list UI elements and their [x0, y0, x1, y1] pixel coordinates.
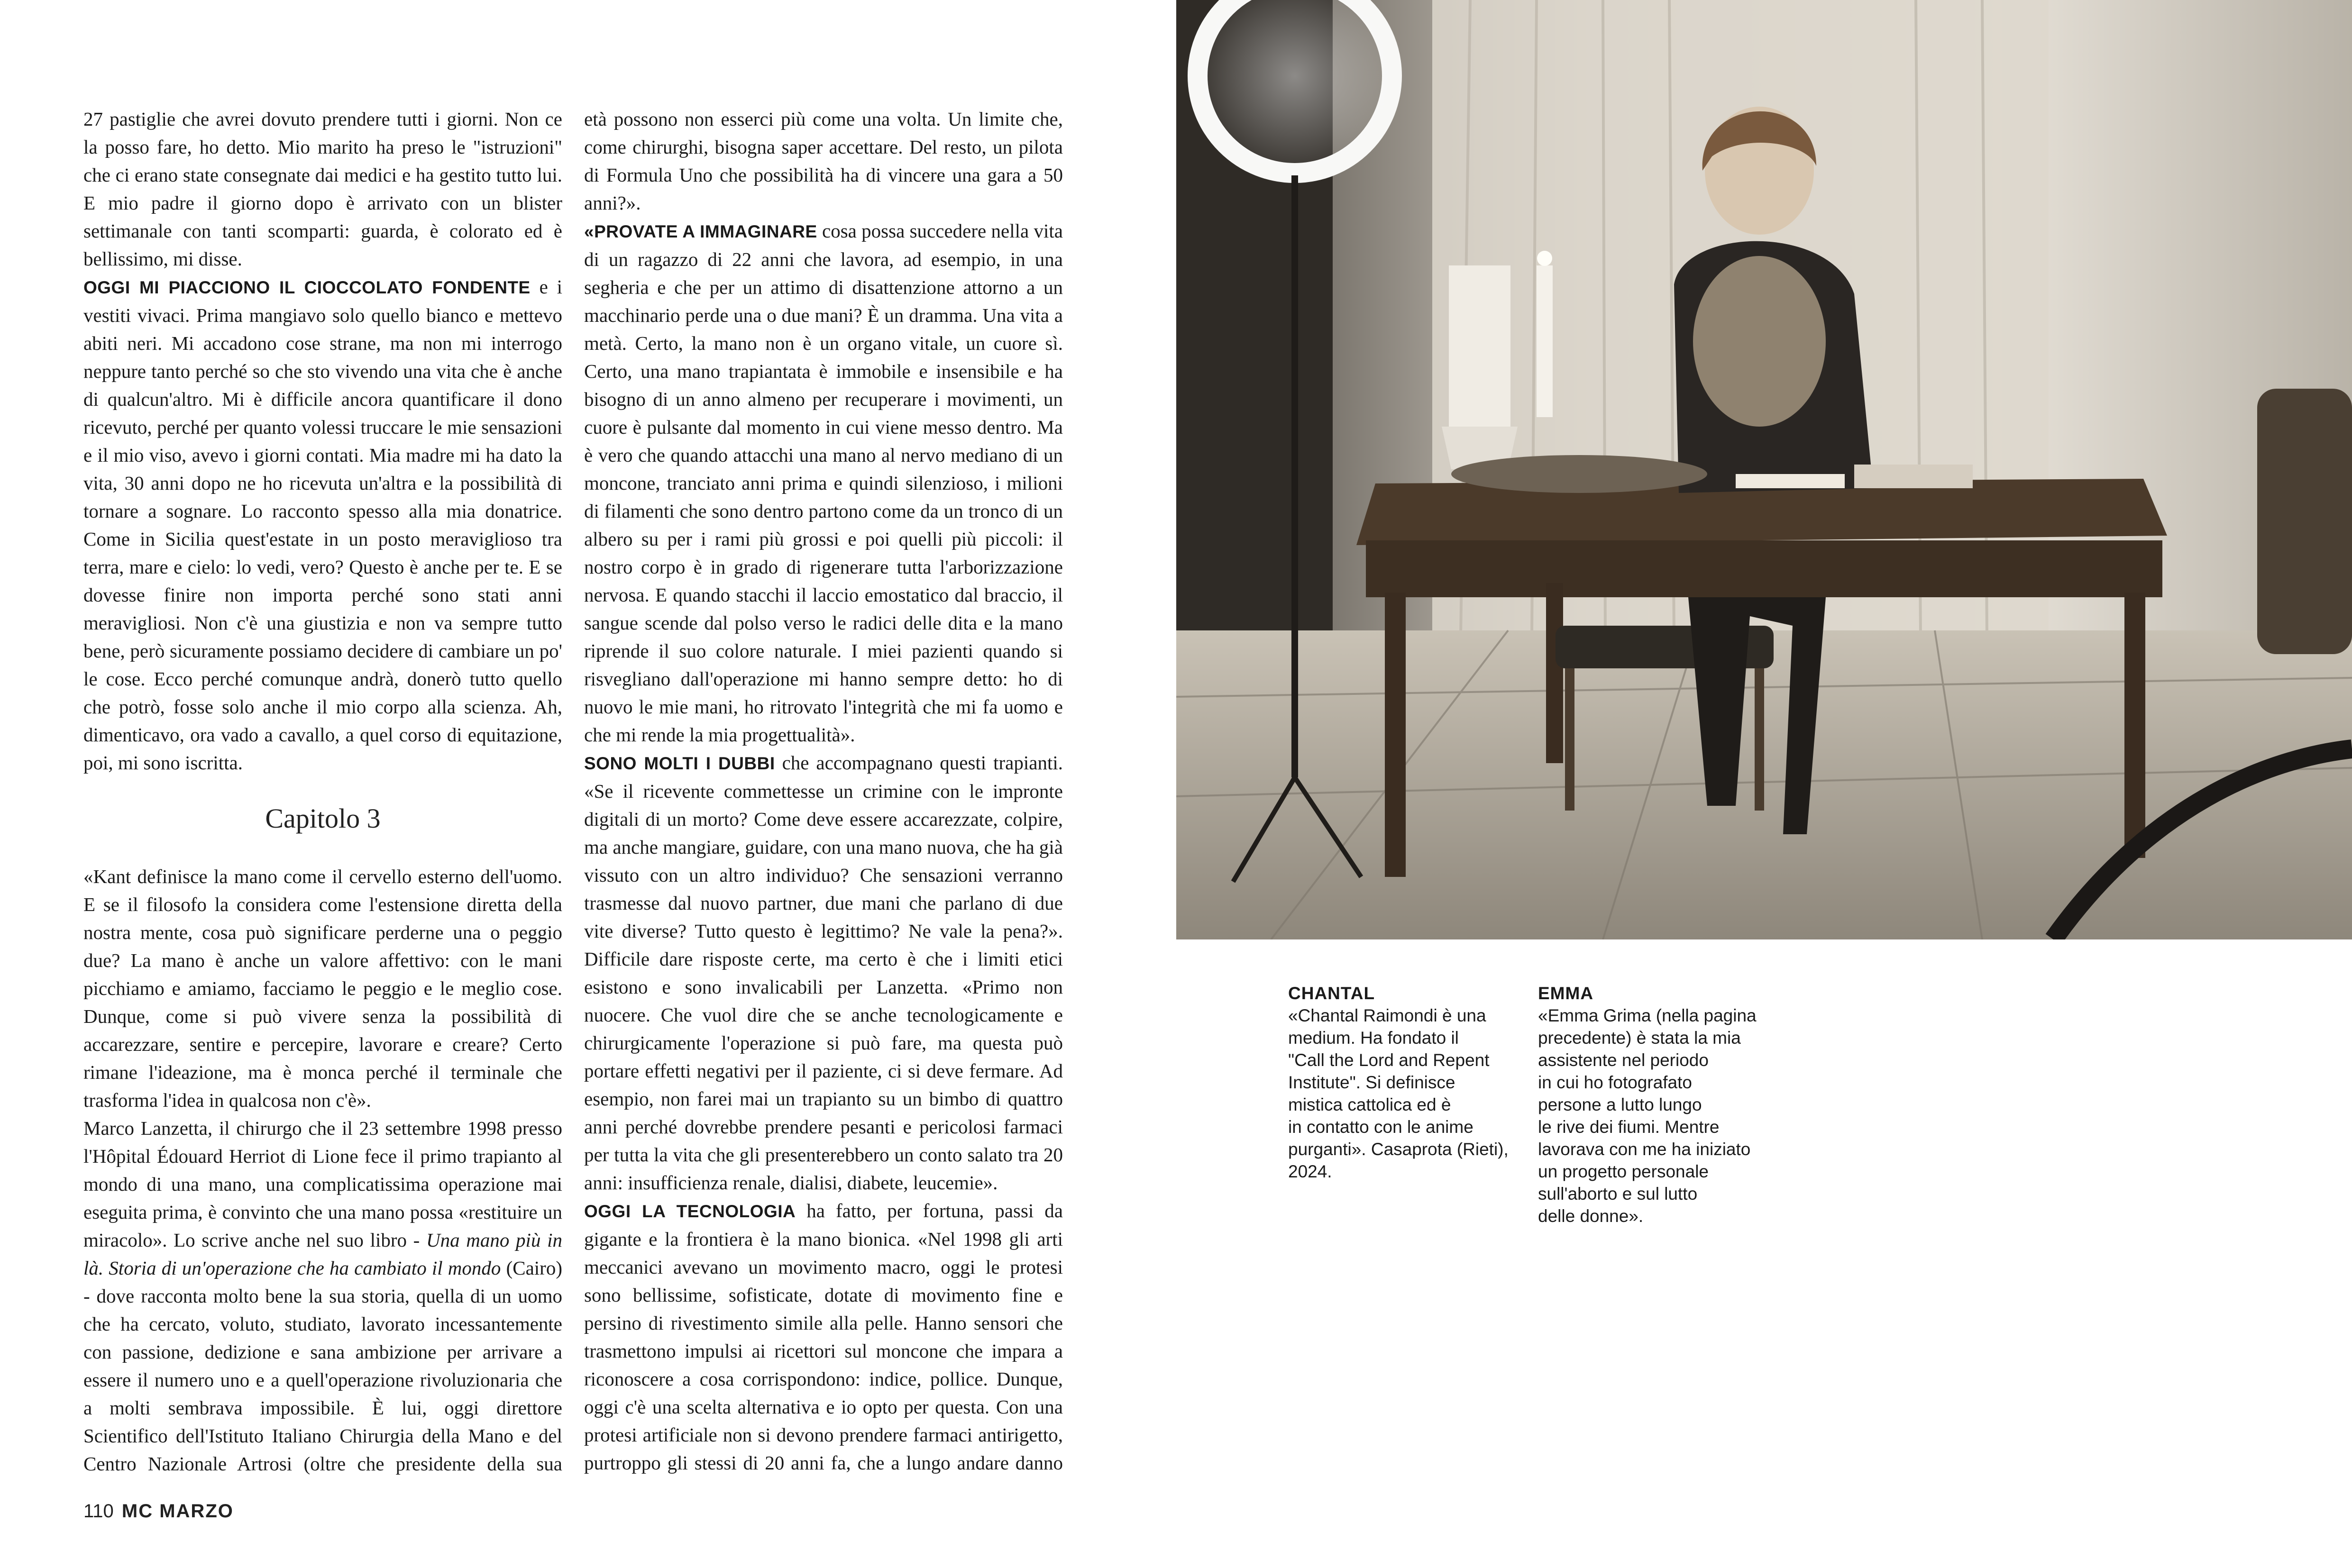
- table-leg: [1385, 593, 1406, 877]
- photo: [1176, 0, 2352, 939]
- caption-name: CHANTAL: [1288, 984, 1375, 1003]
- open-book: [1736, 474, 1845, 488]
- table-apron: [1366, 540, 2162, 597]
- paragraph: Marco Lanzetta, il chirurgo che il 23 settembre 1998 presso l'Hôpital Édouard Herriot di Lione fece il primo trapianto al mondo di una mano, una complicatissima operazione mai eseguita prima, è convinto che una mano possa «restituire un miracolo». Lo scrive anche nel suo libro - Una mano più in là. Storia di un'operazione che ha cambiato il mondo (Cairo) - dove racconta molto bene la sua storia, quella di un uomo che ha cercato, voluto, studiato, lavorato incessantemente con passione, dedizione e sana ambizione per arrivare a essere il numero uno e a quell'operazione rivoluzionaria che a molti sembrava impossibile. È lui, oggi direttore Scientifico dell'Istituto Italiano Chirurgia della Mano e del Centro Nazionale Artrosi (oltre che presidente della sua: [83, 1117, 562, 1475]
- tray: [1451, 455, 1707, 493]
- paragraph: OGGI MI PIACCIONO IL CIOCCOLATO FONDENTE e i vestiti vivaci. Prima mangiavo solo quello bianco e mettevo abiti neri. Mi accadono cose strane, ma non mi interrogo neppure tanto perché so che sto vivendo una vita che è anche di qualcun'altro. Mi è difficile ancora quantificare il dono ricevuto, perché per quanto volessi truccare le mie sensazioni e il mio viso, avevo i giorni contati. Mia madre mi ha dato la vita, 30 anni dopo ne ho ricevuta un'altra e la possibilità di tornare a sognare. Lo racconto spesso alla mia donatrice. Come in Sicilia quest'estate in un posto meraviglioso tra terra, mare e cielo: lo vedi, vero? Questo è anche per te. E se dovesse finire non importa perché sono stati anni meravigliosi. Non c'è una giustizia e non va sempre tutto bene, però sicuramente possiamo decidere di cambiare un po' le cose. Ecco perché comunque andrà, donerò tutto quello che potrò, fosse solo anche il mio corpo alla scienza. Ah, dimenticavo, ora vado a cavallo, a quel corso di equitazione, poi, mi sono iscritta.: [83, 276, 562, 774]
- paragraph: età possono non esserci più come una volta. Un limite che, come chirurghi, bisogna saper accettare. Del resto, un pilota di Formula Uno che possibilità ha di vincere una gara a 50 anni?».: [584, 108, 1063, 214]
- candle: [1537, 265, 1553, 417]
- article-column-left: [83, 105, 562, 1475]
- paragraph: «Kant definisce la mano come il cervello esterno dell'uomo. E se il filosofo la considera come l'estensione diretta della nostra mente, cosa può significare perderne una o peggio due? La mano è anche un valore affettivo: con le mani picchiamo e amiamo, facciamo le peggio e le meglio cose. Dunque, come si può vivere senza la possibilità di accarezzare, sentire e percepire, lavorare e creare? Certo rimane l'ideazione, ma è monca perché il terminale che trasforma l'idea in qualcosa non c'è».: [83, 866, 562, 1111]
- paragraph: OGGI LA TECNOLOGIA ha fatto, per fortuna, passi da gigante e la frontiera è la mano bionica. «Nel 1998 gli arti meccanici avevano un movimento macro, oggi le protesi sono bellissime, sofisticate, dotate di movimento fine e persino di rivestimento simile alla pelle. Hanno sensori che trasmettono impulsi ai ricettori sul moncone che impara a riconoscere a cosa corrispondono: indice, pollice. Dunque, oggi c'è una scelta alternativa e io opto per questa. Con una protesi artificiale non si devono prendere farmaci antirigetto, purtroppo gli stessi di 20 anni fa, che a lungo andare danno: [584, 1200, 1063, 1474]
- page-number: 110: [83, 1501, 114, 1522]
- table-leg: [2124, 593, 2145, 858]
- lamp: [1449, 265, 1510, 427]
- paragraph: 27 pastiglie che avrei dovuto prendere tutti i giorni. Non ce la posso fare, ho detto. Mio marito ha preso le "istruzioni" che ci erano state consegnate dai medici e ha gestito tutto lui. E mio padre il giorno dopo è arrivato con un blister settimanale con tanti scomparti: guarda, è colorato ed è bellissimo, mi disse.: [83, 108, 562, 270]
- table-leg: [1546, 583, 1563, 763]
- paragraph-lead-in: OGGI LA TECNOLOGIA: [584, 1202, 796, 1221]
- caption-emma: [1538, 982, 1785, 1227]
- chapter-heading: Capitolo 3: [265, 803, 381, 834]
- paragraph-lead-in: «PROVATE A IMMAGINARE: [584, 222, 817, 241]
- cat: [1693, 256, 1826, 427]
- magazine-name: MC MARZO: [121, 1501, 234, 1522]
- caption-name: EMMA: [1538, 984, 1594, 1003]
- paragraph: «PROVATE A IMMAGINARE cosa possa succedere nella vita di un ragazzo di 22 anni che lavora, ad esempio, in una segheria e che per un attimo di disattenzione attorno a un macchinario perde una o due mani? È un dramma. Una vita a metà. Certo, la mano non è un organo vitale, un cuore sì. Certo, una mano trapiantata è immobile e insensibile e ha bisogno di un anno almeno per recuperare i movimenti, un cuore è pulsante dal momento in cui viene messo dentro. Ma è vero che quando attacchi una mano al nervo mediano di un moncone, tranciato anni prima e quindi silenzioso, i milioni di filamenti che sono dentro partono come da un tronco di un albero su per i rami più grossi e poi quelli più piccoli: il nostro corpo è in grado di rigenerare tutta l'arborizzazione nervosa. E quando stacchi il laccio emostatico dal braccio, il sangue scende dal polso verso le radici delle dita e la mano riprende il suo colore naturale. I miei pazienti quando si risvegliano dall'operazione mi hanno sempre detto: ho di nuovo le mie mani, ho ritrovato l'integrità che mi fa uomo e che mi rende la mia progettualità».: [584, 220, 1063, 746]
- portrait-photo: [1176, 0, 2352, 939]
- book-title: Una mano più in là. Storia di un'operazione che ha cambiato il mondo: [83, 1229, 562, 1279]
- chair-right: [2257, 389, 2352, 654]
- caption-text: «Emma Grima (nella pagina precedente) è stata la mia assistente nel periodo in cui ho fotografato persone a lutto lungo le rive dei fiumi. Mentre lavorava con me ha iniziato un progetto personale sull'aborto e sul lutto delle donne».: [1538, 1006, 1757, 1226]
- folio: [83, 1501, 234, 1522]
- caption-chantal: [1288, 982, 1535, 1183]
- article-column-right: [584, 105, 1063, 1475]
- caption-text: «Chantal Raimondi è una medium. Ha fondato il "Call the Lord and Repent Institute". Si definisce mistica cattolica ed è in contatto con le anime purganti». Casaprota (Rieti), 2024.: [1288, 1006, 1509, 1181]
- paragraph: SONO MOLTI I DUBBI che accompagnano questi trapianti. «Se il ricevente commettesse un crimine con le impronte digitali di un morto? Come deve essere accarezzate, colpire, ma anche mangiare, guidare, con una mano nuova, che ha già vissuto con un altro individuo? Che sensazioni verranno trasmesse dal nuovo partner, due mani che parlano di due vite diverse? Tutto questo è legittimo? Ne vale la pena?». Difficile dare risposte certe, ma certo è che i limiti etici esistono e sono invalicabili per Lanzetta. «Primo non nuocere. Che vuol dire che se anche tecnologicamente e chirurgicamente l'operazione si può fare, ma questa può portare effetti negativi per il paziente, ci si deve fermare. Ad esempio, non farei mai un trapianto su un bimbo di quattro anni perché dovrebbe prendere pesanti e pericolosi farmaci per tutta la vita che gli presenterebbero un conto salato tra 20 anni: insufficienza renale, dialisi, diabete, leucemie».: [584, 752, 1063, 1194]
- book: [1854, 465, 1973, 488]
- paragraph-lead-in: OGGI MI PIACCIONO IL CIOCCOLATO FONDENTE: [83, 278, 531, 297]
- paragraph-lead-in: SONO MOLTI I DUBBI: [584, 754, 775, 773]
